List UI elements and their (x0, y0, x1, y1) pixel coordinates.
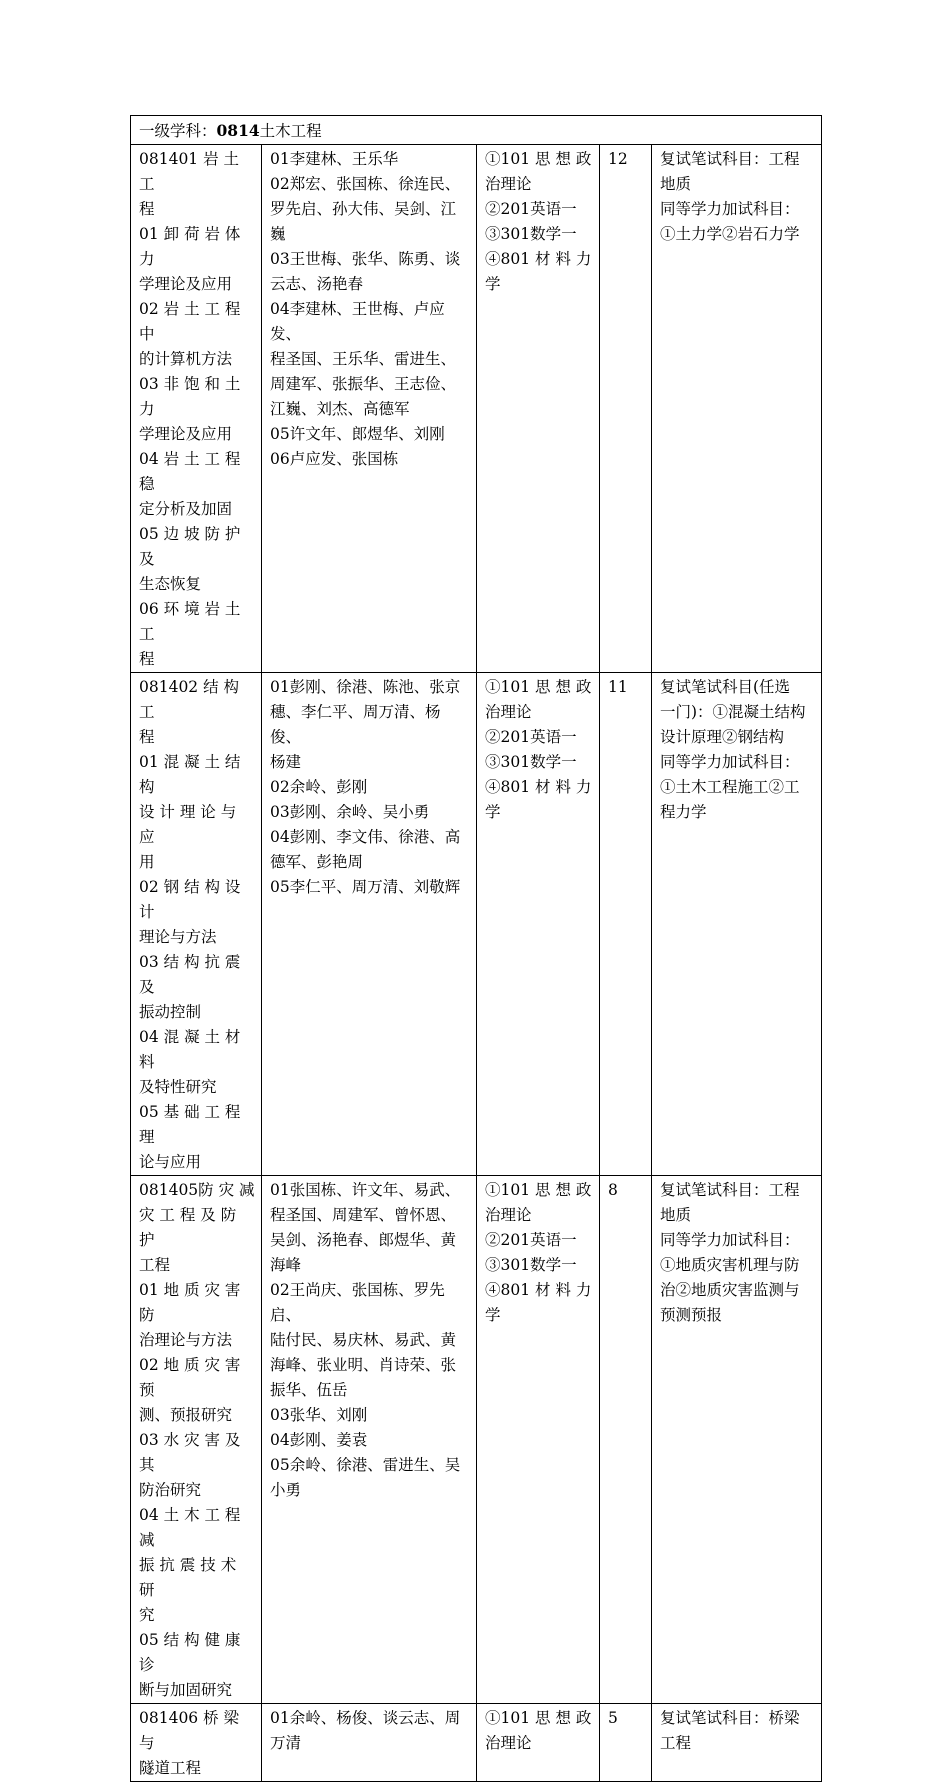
major-line: 论与应用 (139, 1153, 202, 1171)
advisor-line: 江巍、刘杰、高德军 (270, 400, 410, 418)
major-line: 06 环 境 岩 土 工 (139, 600, 241, 643)
exam-line: 治理论 (485, 1206, 532, 1224)
major-line: 程 (139, 650, 155, 668)
header-label: 一级学科： (139, 122, 217, 140)
advisor-line: 小勇 (270, 1481, 302, 1499)
advisors-cell (262, 145, 477, 673)
exam-line: ②201英语一 (485, 1231, 577, 1249)
advisor-line: 05余岭、徐港、雷进生、吴 (270, 1456, 461, 1474)
exam-line: ②201英语一 (485, 728, 577, 746)
major-line: 生态恢复 (139, 575, 202, 593)
major-cell (131, 145, 262, 673)
advisor-line: 03张华、刘刚 (270, 1406, 368, 1424)
notes-cell (652, 673, 822, 1176)
major-line: 081401 岩 土 工 (139, 150, 240, 193)
quota-cell: 5 (600, 1704, 652, 1782)
advisor-line: 德军、彭艳周 (270, 853, 364, 871)
advisor-line: 穗、李仁平、周万清、杨俊、 (270, 703, 441, 746)
major-line: 振 抗 震 技 术 研 (139, 1556, 237, 1599)
note-line: 程力学 (660, 803, 707, 821)
major-line: 01 混 凝 土 结 构 (139, 753, 241, 796)
major-line: 01 地 质 灾 害 防 (139, 1281, 241, 1324)
table-row (131, 673, 822, 1176)
exam-line: ③301数学一 (485, 1256, 577, 1274)
note-line: 一门)：①混凝土结构 (660, 703, 806, 721)
quota-cell: 12 (600, 145, 652, 673)
header-name: 土木工程 (259, 122, 322, 140)
major-line: 测、预报研究 (139, 1406, 233, 1424)
advisor-line: 06卢应发、张国栋 (270, 450, 399, 468)
exam-line: 治理论 (485, 1734, 532, 1752)
major-line: 定分析及加固 (139, 500, 233, 518)
exam-line: ②201英语一 (485, 200, 577, 218)
note-line: ①地质灾害机理与防 (660, 1256, 800, 1274)
major-line: 081406 桥 梁 与 (139, 1709, 240, 1752)
exam-line: 学 (485, 1306, 501, 1324)
major-line: 02 地 质 灾 害 预 (139, 1356, 241, 1399)
exam-line: 学 (485, 803, 501, 821)
notes-cell (652, 145, 822, 673)
exams-cell (477, 1704, 600, 1782)
major-cell (131, 1704, 262, 1782)
advisor-line: 02余岭、彭刚 (270, 778, 368, 796)
advisor-line: 05许文年、郎煜华、刘刚 (270, 425, 445, 443)
advisors-cell (262, 673, 477, 1176)
major-line: 02 钢 结 构 设 计 (139, 878, 241, 921)
note-line: 地质 (660, 175, 692, 193)
advisor-line: 03王世梅、张华、陈勇、谈 (270, 250, 461, 268)
notes-cell (652, 1176, 822, 1704)
exam-line: ④801 材 料 力 (485, 1281, 592, 1299)
major-line: 05 结 构 健 康 诊 (139, 1631, 241, 1674)
exam-line: ①101 思 想 政 (485, 678, 592, 696)
advisor-line: 陆付民、易庆林、易武、黄 (270, 1331, 457, 1349)
advisor-line: 04李建林、王世梅、卢应发、 (270, 300, 445, 343)
major-line: 05 基 础 工 程 理 (139, 1103, 241, 1146)
major-line: 隧道工程 (139, 1759, 202, 1777)
note-line: 工程 (660, 1734, 692, 1752)
major-line: 设 计 理 论 与 应 (139, 803, 237, 846)
quota-cell: 8 (600, 1176, 652, 1704)
major-line: 及特性研究 (139, 1078, 217, 1096)
note-line: 复试笔试科目：桥梁 (660, 1709, 800, 1727)
exam-line: ③301数学一 (485, 753, 577, 771)
discipline-table (130, 115, 822, 1782)
exam-line: ④801 材 料 力 (485, 250, 592, 268)
advisor-line: 云志、汤艳春 (270, 275, 364, 293)
notes-cell (652, 1704, 822, 1782)
major-line: 081402 结 构 工 (139, 678, 240, 721)
major-line: 用 (139, 853, 155, 871)
major-line: 03 结 构 抗 震 及 (139, 953, 241, 996)
advisor-line: 杨建 (270, 753, 302, 771)
major-line: 04 土 木 工 程 减 (139, 1506, 241, 1549)
table-row (131, 145, 822, 673)
major-line: 学理论及应用 (139, 425, 233, 443)
major-line: 081405防 灾 减 (139, 1181, 255, 1199)
table-row (131, 1176, 822, 1704)
major-cell (131, 1176, 262, 1704)
advisor-line: 海峰、张业明、肖诗荣、张 (270, 1356, 457, 1374)
advisors-cell (262, 1704, 477, 1782)
advisor-line: 01彭刚、徐港、陈池、张京 (270, 678, 461, 696)
advisor-line: 周建军、张振华、王志俭、 (270, 375, 457, 393)
major-line: 04 混 凝 土 材 料 (139, 1028, 241, 1071)
major-line: 01 卸 荷 岩 体 力 (139, 225, 241, 268)
exams-cell (477, 1176, 600, 1704)
major-line: 断与加固研究 (139, 1681, 233, 1699)
major-line: 程 (139, 200, 155, 218)
advisor-line: 吴剑、汤艳春、郎煜华、黄 (270, 1231, 457, 1249)
major-line: 灾 工 程 及 防 护 (139, 1206, 237, 1249)
advisor-line: 01张国栋、许文年、易武、 (270, 1181, 461, 1199)
advisor-line: 02王尚庆、张国栋、罗先启、 (270, 1281, 445, 1324)
advisor-line: 02郑宏、张国栋、徐连民、 (270, 175, 461, 193)
header-row (131, 116, 822, 145)
major-line: 工程 (139, 1256, 171, 1274)
exam-line: ①101 思 想 政 (485, 150, 592, 168)
major-line: 04 岩 土 工 程 稳 (139, 450, 241, 493)
advisor-line: 罗先启、孙大伟、吴剑、江 (270, 200, 457, 218)
major-line: 05 边 坡 防 护 及 (139, 525, 241, 568)
note-line: 同等学力加试科目： (660, 200, 800, 218)
discipline-header (131, 116, 822, 145)
exams-cell (477, 673, 600, 1176)
major-line: 03 水 灾 害 及 其 (139, 1431, 241, 1474)
exam-line: ④801 材 料 力 (485, 778, 592, 796)
major-line: 程 (139, 728, 155, 746)
note-line: 复试笔试科目：工程 (660, 1181, 800, 1199)
advisor-line: 04彭刚、姜袁 (270, 1431, 368, 1449)
quota-cell: 11 (600, 673, 652, 1176)
exam-line: 治理论 (485, 175, 532, 193)
major-line: 防治研究 (139, 1481, 202, 1499)
note-line: ①土木工程施工②工 (660, 778, 800, 796)
exam-line: ①101 思 想 政 (485, 1181, 592, 1199)
exams-cell (477, 145, 600, 673)
major-line: 03 非 饱 和 土 力 (139, 375, 241, 418)
exam-line: 学 (485, 275, 501, 293)
table-row (131, 1704, 822, 1782)
major-line: 02 岩 土 工 程 中 (139, 300, 241, 343)
advisor-line: 04彭刚、李文伟、徐港、高 (270, 828, 461, 846)
advisor-line: 万清 (270, 1734, 302, 1752)
note-line: ①土力学②岩石力学 (660, 225, 800, 243)
note-line: 复试笔试科目：工程 (660, 150, 800, 168)
major-line: 的计算机方法 (139, 350, 233, 368)
major-line: 理论与方法 (139, 928, 217, 946)
major-line: 治理论与方法 (139, 1331, 233, 1349)
exam-line: ①101 思 想 政 (485, 1709, 592, 1727)
advisor-line: 程圣国、王乐华、雷进生、 (270, 350, 457, 368)
advisor-line: 振华、伍岳 (270, 1381, 348, 1399)
note-line: 同等学力加试科目： (660, 1231, 800, 1249)
major-line: 究 (139, 1606, 155, 1624)
advisor-line: 程圣国、周建军、曾怀恩、 (270, 1206, 457, 1224)
advisor-line: 01余岭、杨俊、谈云志、周 (270, 1709, 461, 1727)
advisor-line: 海峰 (270, 1256, 302, 1274)
advisor-line: 巍 (270, 225, 286, 243)
advisors-cell (262, 1176, 477, 1704)
major-line: 学理论及应用 (139, 275, 233, 293)
header-code: 0814 (216, 121, 260, 140)
note-line: 设计原理②钢结构 (660, 728, 785, 746)
note-line: 同等学力加试科目： (660, 753, 800, 771)
major-cell (131, 673, 262, 1176)
exam-line: ③301数学一 (485, 225, 577, 243)
advisor-line: 05李仁平、周万清、刘敬辉 (270, 878, 461, 896)
advisor-line: 03彭刚、余岭、吴小勇 (270, 803, 430, 821)
note-line: 预测预报 (660, 1306, 723, 1324)
note-line: 地质 (660, 1206, 692, 1224)
advisor-line: 01李建林、王乐华 (270, 150, 399, 168)
exam-line: 治理论 (485, 703, 532, 721)
note-line: 复试笔试科目(任选 (660, 678, 791, 696)
note-line: 治②地质灾害监测与 (660, 1281, 800, 1299)
major-line: 振动控制 (139, 1003, 202, 1021)
